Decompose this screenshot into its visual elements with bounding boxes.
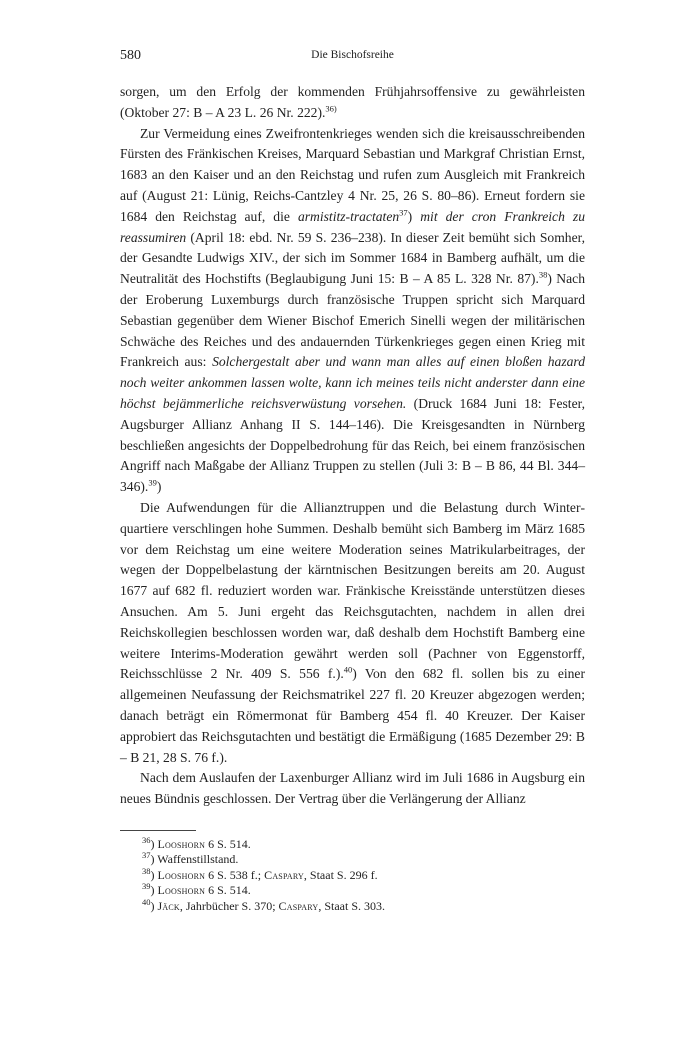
quoted-text: Solchergestalt aber und wann man alles auf einen bloßen hazard noch weiter ankommen lassen wolte, kann ich meines teils nicht anderster dann eine höchst bejämmerliche reichsverwüstung vorsehen. xyxy=(120,354,585,411)
footnote: $^{38}$) Looshorn 6 S. 538 f.; Caspary, Staat S. 296 f. xyxy=(142,865,378,882)
footnote-text: 6 S. 514. xyxy=(205,883,251,898)
page-content xyxy=(120,48,585,914)
footnote-number: 39 xyxy=(142,881,151,892)
footnote: $^{36}$) Looshorn 6 S. 514. xyxy=(142,834,251,851)
footnote-reference: 38 xyxy=(538,269,548,280)
footnote-text: 6 S. 538 f.; xyxy=(205,867,265,882)
text-run: Die Aufwendungen für die Allianztruppen und die Belastung durch Winterquartiere verschlingen hohe Summen. Deshalb bemüht sich Bamberg im März 1685 vor dem Reichstag um eine weitere Moderation seines Matrikularbeitrages, der wegen der Doppelbelastung der kärntnischen Besitzungen bereits am 20. August 1677 auf 682 fl. reduziert worden war. Fränkische Kreisstände unterstützen dieses Ansuchen. Am 5. Juni ergeht das Reichsgutachten, nachdem in allen drei Reichskollegien beschlossen worden war, daß deshalb dem Hochstift Bamberg eine weitere Interims-Moderation gewährt werden soll (Pachner von Eggenstorff, Reichsschlüsse 2 Nr. 409 S. 556 f.). xyxy=(120,499,585,682)
body-paragraph xyxy=(120,498,585,768)
footnote-number: 37 xyxy=(142,850,151,861)
footnote-author: Caspary xyxy=(264,867,304,882)
footnote-author: Looshorn xyxy=(157,836,206,851)
footnote-reference: 37 xyxy=(399,207,408,218)
footnote: $^{37}$) Waffenstillstand. xyxy=(142,850,239,867)
text-run: ) xyxy=(407,208,421,224)
footnote-number: 36 xyxy=(142,834,151,845)
text-run: ) Nach der Eroberung Luxemburgs durch französische Truppen spricht sich Marquard Sebastian gegenüber dem Wiener Bischof Emerich Sinelli wegen der militärischen Schwäche des Reiches und des andauernden Türkenkrieges gegen einen Krieg mit Frankreich aus: xyxy=(120,271,585,370)
text-run: sorgen, um den Erfolg der kommenden Frühjahrsoffensive zu gewährleisten (Oktober 27: B – A 23 L. 26 Nr. 222). xyxy=(120,84,585,120)
quoted-text: armistitz-tractaten xyxy=(297,208,400,224)
body-paragraph xyxy=(120,82,585,124)
page-number: 580 xyxy=(120,48,141,63)
footnote-reference: 36) xyxy=(325,103,337,114)
footnote-number: 40 xyxy=(142,896,151,907)
text-run: ) Von den 682 fl. sollen bis zu einer allgemeinen Neufassung der Reichsmatrikel 227 fl. 20 Kreuzer abgezogen werden; danach beträgt ein Römermonat für Bamberg 454 fl. 40 Kreuzer. Der Kaiser approbiert das Reichsgutachten und bestätigt die Ermäßigung (1685 Dezember 29: B – B 21, 28 S. 76 f.). xyxy=(120,666,585,765)
page-header xyxy=(120,48,585,70)
text-run: Nach dem Auslaufen der Laxenburger Allianz wird im Juli 1686 in Augsburg ein neues Bündnis geschlossen. Der Vertrag über die Verlängerung der Allianz xyxy=(120,770,585,807)
footnote-text: Waffenstillstand. xyxy=(157,852,239,867)
running-title: Die Bischofsreihe xyxy=(311,49,394,61)
body-paragraph xyxy=(120,768,585,810)
body-paragraph xyxy=(120,124,585,498)
text-run: Zur Vermeidung eines Zweifrontenkrieges wenden sich die kreisausschreibenden Fürsten des Fränkischen Kreises, Marquard Sebastian und Markgraf Christian Ernst, 1683 an den Kaiser und an den Reichstag und rufen zum Ausgleich mit Frankreich auf (August 21: Lünig, Reichs-Cantzley 4 Nr. 25, 26 S. 80–86). Erneut fordern sie 1684 den Reichstag auf, die xyxy=(120,125,585,224)
text-run: (April 18: ebd. Nr. 59 S. 236–238). In dieser Zeit bemüht sich Somher, der Gesandte Ludwigs XIV., der sich im Sommer 1684 in Bamberg aufhält, um die Neutralität des Hochstifts (Beglaubigung Juni 15: B – A 85 L. 328 Nr. 87). xyxy=(120,229,585,287)
footnote-reference: 40 xyxy=(343,664,353,675)
quoted-text: mit der cron Frankreich zu reassumiren xyxy=(120,208,585,245)
text-run: ) xyxy=(156,479,162,495)
footnotes xyxy=(120,834,585,914)
footnote-author: Jäck xyxy=(157,898,180,913)
footnote-author: Looshorn xyxy=(157,883,206,898)
footnote-text: , Staat S. 296 f. xyxy=(303,867,378,882)
footnote-number: 38 xyxy=(142,865,151,876)
text-run: (Druck 1684 Juni 18: Fester, Augsburger Allianz Anhang II S. 144–146). Die Kreisgesandten in Nürnberg beschließen angesichts der Doppelbedrohung für das Reich, bei einem französischen Angriff nach Maßgabe der Allianz Truppen zu stellen (Juli 3: B – B 86, 44 Bl. 344–346). xyxy=(120,395,585,495)
body-text xyxy=(120,82,585,810)
footnote-author: Looshorn xyxy=(157,867,206,882)
footnote-text: , Staat S. 303. xyxy=(318,898,385,913)
footnote-rule xyxy=(120,830,196,831)
footnote-text: , Jahrbücher S. 370; xyxy=(179,898,279,913)
footnote: $^{39}$) Looshorn 6 S. 514. xyxy=(142,881,251,898)
footnote-author: Caspary xyxy=(278,898,319,913)
footnote: $^{40}$) Jäck, Jahrbücher S. 370; Caspary, Staat S. 303. xyxy=(142,896,385,913)
footnote-reference: 39 xyxy=(148,477,157,488)
footnote-text: 6 S. 514. xyxy=(205,836,251,851)
